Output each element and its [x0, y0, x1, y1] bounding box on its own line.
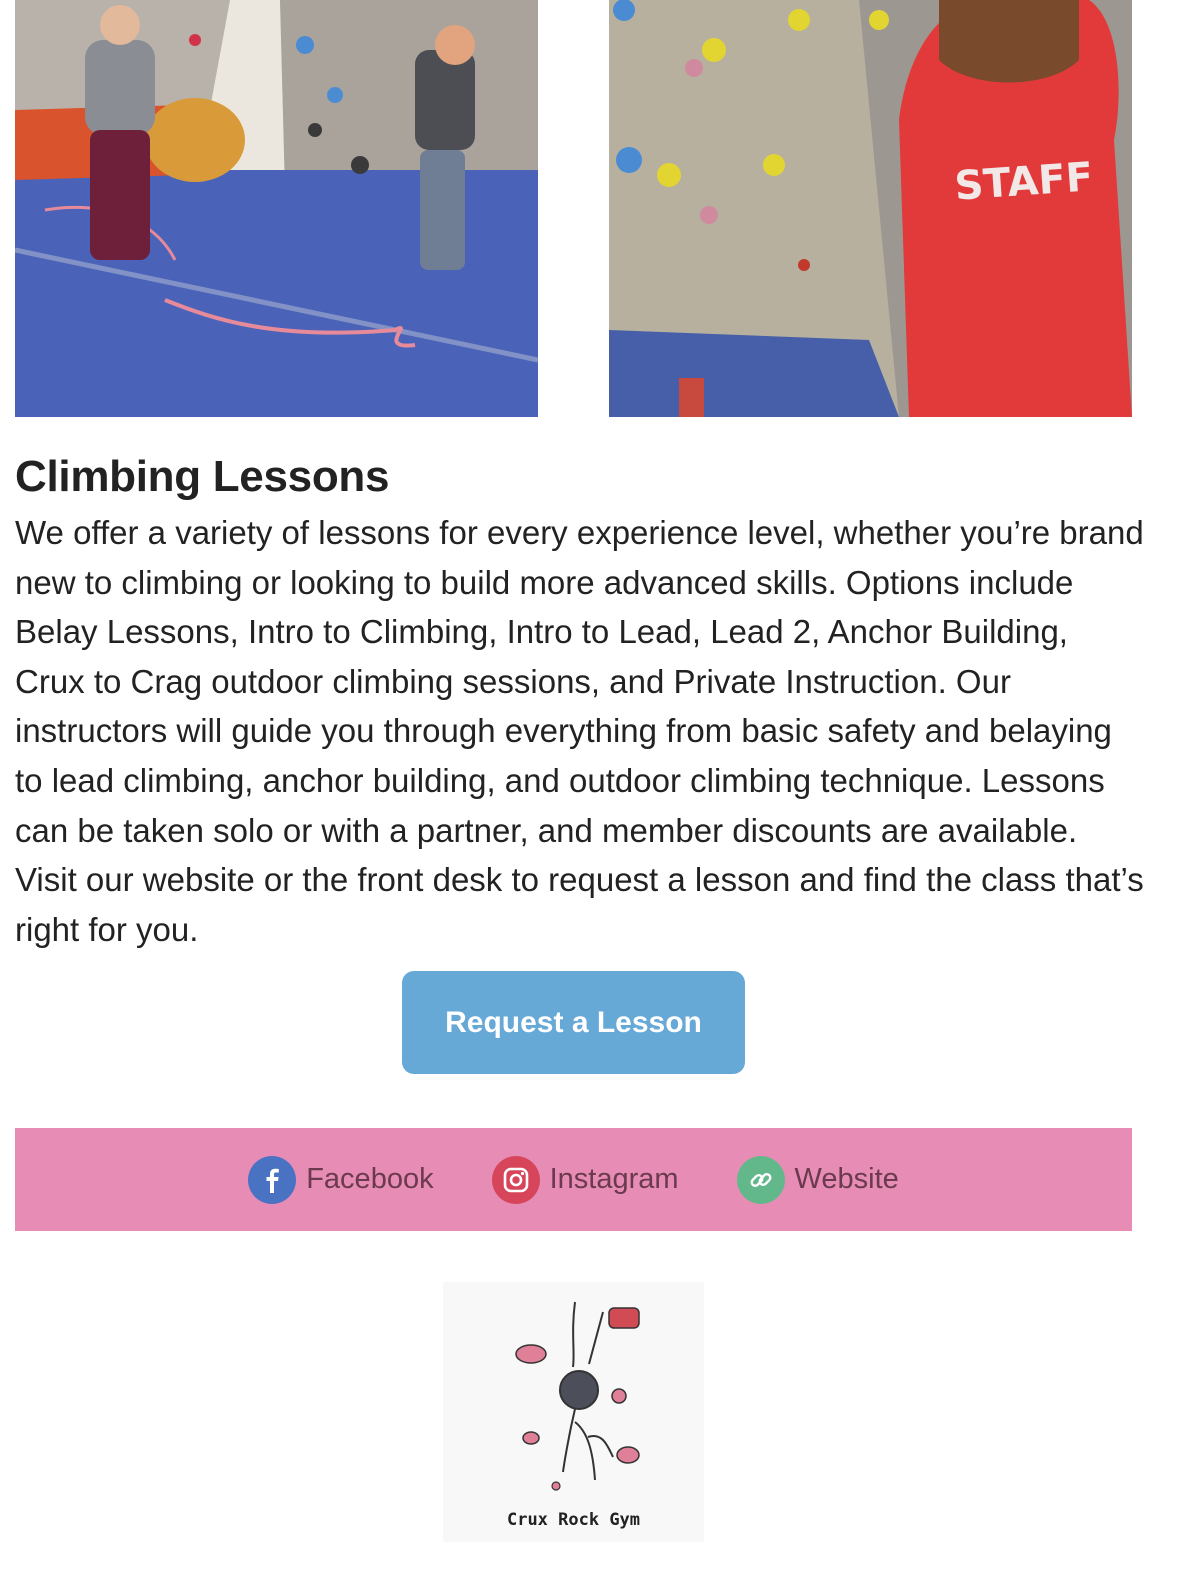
staff-photo — [609, 0, 1132, 417]
instagram-link[interactable] — [492, 1156, 679, 1204]
social-links-bar — [15, 1128, 1132, 1231]
instagram-label: Instagram — [549, 1163, 679, 1195]
climber-logo-icon — [443, 1282, 704, 1502]
facebook-link[interactable] — [248, 1156, 433, 1204]
link-icon — [737, 1156, 785, 1204]
crux-rock-gym-logo — [443, 1282, 704, 1542]
website-link[interactable] — [737, 1156, 899, 1204]
instagram-icon — [492, 1156, 540, 1204]
website-label: Website — [794, 1163, 899, 1195]
logo-text: Crux Rock Gym — [506, 1510, 641, 1530]
facebook-label: Facebook — [306, 1163, 434, 1195]
lesson-photo-right — [609, 0, 1132, 417]
lessons-description: We offer a variety of lessons for every experience level, whether you’re brand new to climbing or looking to build more advanced skills. Options include Belay Lessons, Intro to Climbing, Intro to Lead, Lead 2, Anchor Building, Crux to Crag outdoor climbing sessions, and Private Instruction. Our instructors will guide you through everything from basic safety and belaying to lead climbing, anchor building, and outdoor climbing technique. Lessons can be taken solo or with a partner, and member discounts are available. Visit our website or the front desk to request a lesson and find the class that’s right for you. — [15, 514, 1144, 948]
climbers-photo — [15, 0, 538, 417]
lessons-heading: Climbing Lessons — [15, 452, 390, 501]
staff-shirt-text: STAFF — [953, 154, 1095, 210]
facebook-icon — [248, 1156, 296, 1204]
request-lesson-button[interactable]: Request a Lesson — [402, 971, 745, 1074]
lesson-photo-left — [15, 0, 538, 417]
